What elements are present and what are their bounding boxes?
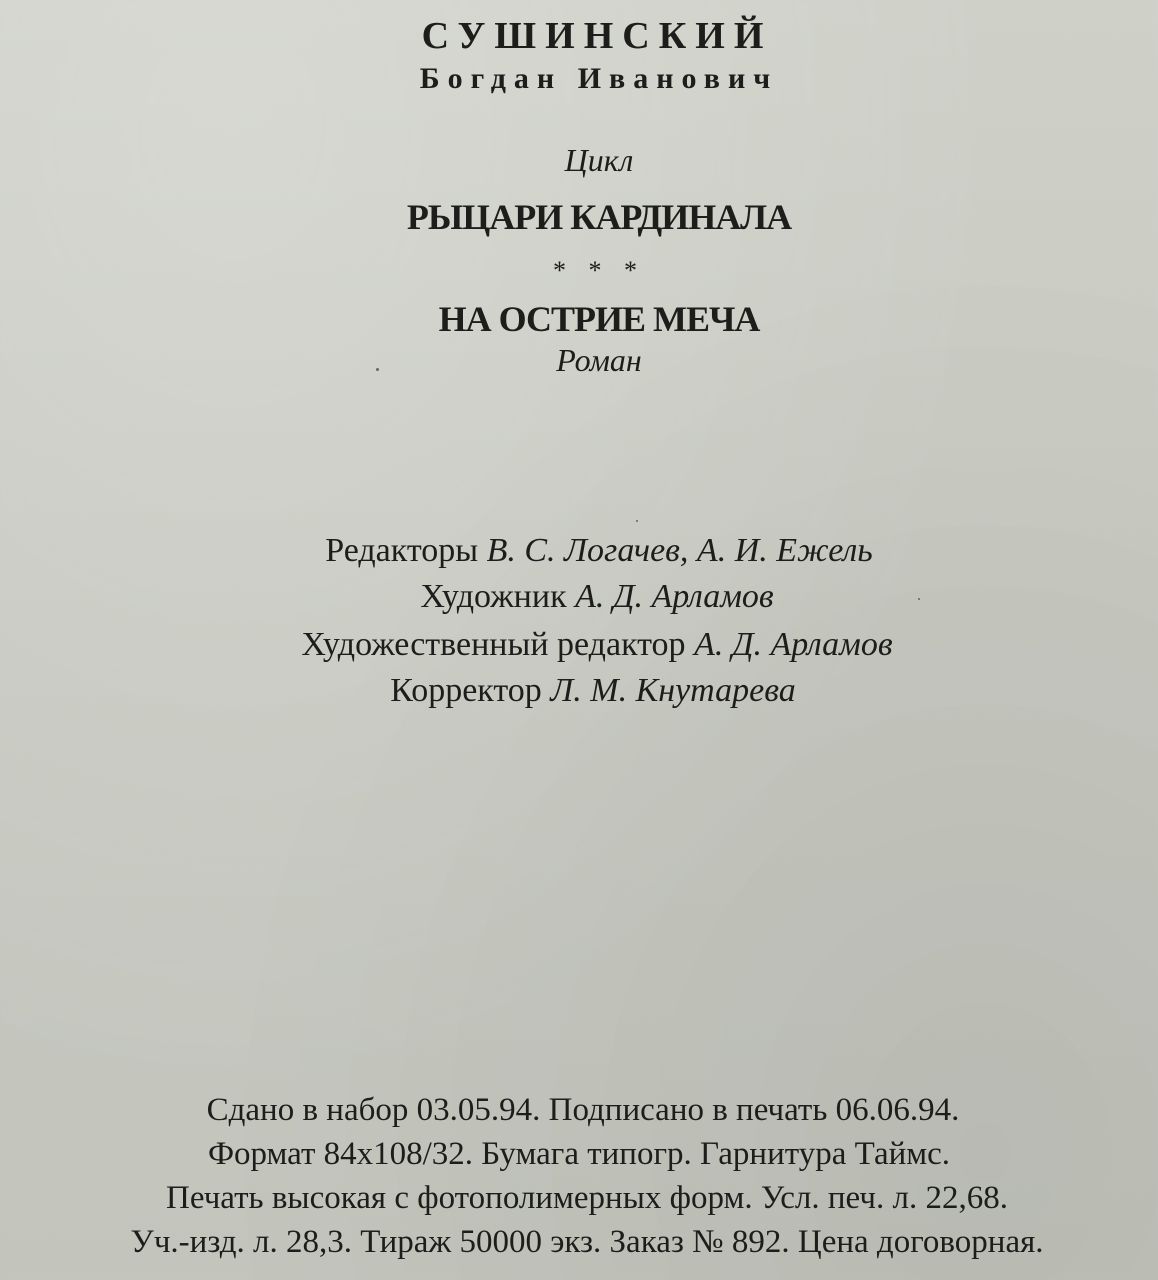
cycle-label: Цикл	[564, 142, 634, 178]
author-given-names: Богдан Иванович	[419, 62, 779, 95]
credit-row-artist	[18, 578, 1158, 616]
credit-row-proofreader	[14, 672, 1158, 710]
imprint-line-circulation: Уч.-изд. л. 28,3. Тираж 50000 экз. Заказ № 892. Цена договорная.	[130, 1224, 1044, 1260]
imprint-line-format: Формат 84х108/32. Бумага типогр. Гарнитура Таймс.	[207, 1136, 951, 1172]
paper-speck	[918, 598, 920, 600]
author-surname: СУШИНСКИЙ	[421, 15, 773, 57]
imprint-line-printing: Печать высокая с фотополимерных форм. Усл. печ. л. 22,68.	[166, 1180, 1008, 1216]
paper-speck	[376, 368, 379, 371]
cycle-title: РЫЦАРИ КАРДИНАЛА	[406, 197, 792, 237]
credit-row-editors	[20, 532, 1158, 570]
credit-role: Художественный редактор	[301, 626, 686, 663]
credit-person: А. Д. Арламов	[694, 626, 893, 663]
credit-row-art-editor	[18, 626, 1158, 664]
credit-person: В. С. Логачев, А. И. Ежель	[486, 532, 873, 569]
book-title: НА ОСТРИЕ МЕЧА	[438, 299, 760, 339]
separator-asterisks: * * *	[553, 256, 645, 285]
imprint-line-dates: Сдано в набор 03.05.94. Подписано в печать 06.06.94.	[206, 1092, 960, 1128]
credit-role: Редакторы	[325, 532, 479, 569]
credit-role: Художник	[420, 578, 567, 615]
book-genre: Роман	[556, 342, 642, 378]
credit-role: Корректор	[390, 672, 542, 709]
paper-speck	[636, 520, 638, 522]
credit-person: Л. М. Кнутарева	[550, 672, 796, 709]
credit-person: А. Д. Арламов	[575, 578, 774, 615]
